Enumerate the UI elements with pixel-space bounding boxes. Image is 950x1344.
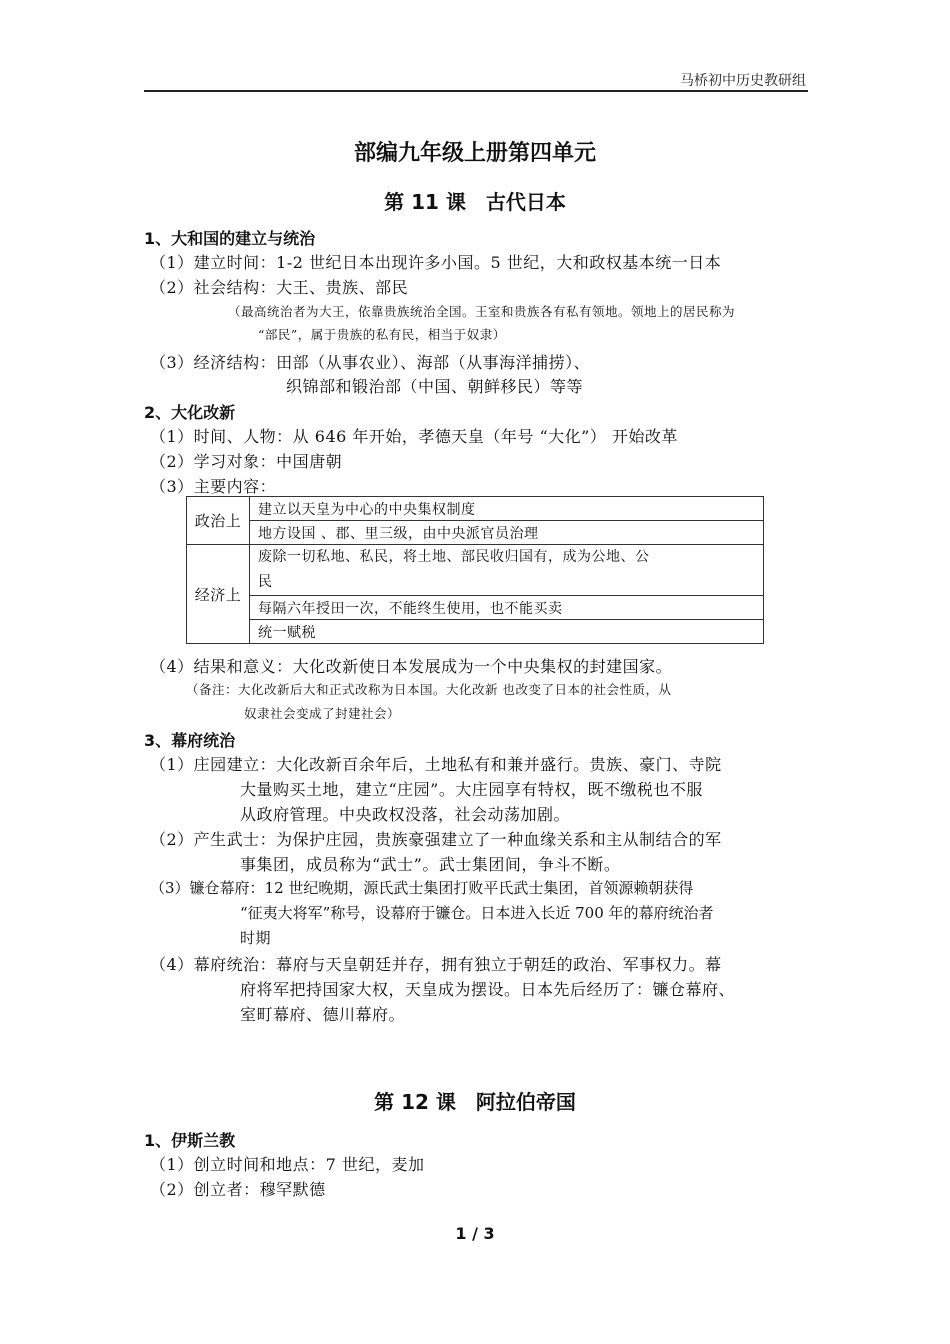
table-cell-line: 民 — [258, 574, 273, 590]
section-heading-islam: 1、伊斯兰教 — [144, 1131, 236, 1150]
table-cell: 建立以天皇为中心的中央集权制度 — [250, 497, 764, 521]
note-line: （备注：大化改新后大和正式改称为日本国。大化改新 也改变了日本的社会性质，从 — [186, 682, 672, 697]
reform-content-table — [186, 496, 764, 644]
paragraph-line: （1）庄园建立：大化改新百余年后，土地私有和兼并盛行。贵族、豪门、寺院 — [150, 755, 722, 774]
note-line: （最高统治者为大王，依靠贵族统治全国。王室和贵族各有私有领地。领地上的居民称为 — [228, 304, 736, 319]
section-heading-yamato: 1、大和国的建立与统治 — [144, 229, 316, 248]
table-cell: 统一赋税 — [250, 620, 764, 644]
paragraph-line: 织锦部和锻治部（中国、朝鲜移民）等等 — [286, 377, 584, 396]
paragraph-line: 府将军把持国家大权，天皇成为摆设。日本先后经历了：镰仓幕府、 — [240, 980, 736, 999]
page-number: 1 / 3 — [455, 1224, 495, 1243]
note-line: “部民”，属于贵族的私有民，相当于奴隶） — [258, 327, 506, 342]
paragraph-line: （4）结果和意义：大化改新使日本发展成为一个中央集权的封建国家。 — [150, 657, 673, 676]
paragraph-line: （2）创立者：穆罕默德 — [150, 1180, 326, 1199]
paragraph-line: （2）产生武士：为保护庄园，贵族豪强建立了一种血缘关系和主从制结合的军 — [150, 830, 722, 849]
header-org: 马桥初中历史教研组 — [680, 73, 806, 89]
table-cell-politics-label: 政治上 — [187, 497, 250, 545]
paragraph-line: （2）社会结构：大王、贵族、部民 — [150, 278, 409, 297]
section-heading-taika: 2、大化改新 — [144, 403, 236, 422]
paragraph-line: 事集团，成员称为“武士”。武士集团间，争斗不断。 — [240, 855, 621, 874]
paragraph-line: （4）幕府统治：幕府与天皇朝廷并存，拥有独立于朝廷的政治、军事权力。幕 — [150, 955, 722, 974]
paragraph-line: “征夷大将军”称号，设幕府于镰仓。日本进入长近 700 年的幕府统治者 — [240, 904, 714, 922]
table-cell: 地方设国 、郡、里三级，由中央派官员治理 — [250, 521, 764, 545]
paragraph-line: （3）镰仓幕府：12 世纪晚期，源氏武士集团打败平氏武士集团，首领源赖朝获得 — [150, 879, 694, 897]
paragraph-line: 时期 — [240, 929, 272, 947]
lesson-12-title: 第 12 课 阿拉伯帝国 — [374, 1090, 576, 1114]
note-line: 奴隶社会变成了封建社会） — [244, 706, 401, 721]
table-cell: 每隔六年授田一次，不能终生使用，也不能买卖 — [250, 596, 764, 620]
paragraph-line: （3）主要内容： — [150, 477, 277, 496]
table-cell — [250, 545, 764, 596]
paragraph-line: 室町幕府、德川幕府。 — [240, 1005, 406, 1024]
paragraph-line: （1）建立时间：1-2 世纪日本出现许多小国。5 世纪，大和政权基本统一日本 — [150, 253, 722, 272]
section-heading-shogunate: 3、幕府统治 — [144, 731, 236, 750]
paragraph-line: （3）经济结构：田部（从事农业）、海部（从事海洋捕捞）、 — [150, 353, 591, 372]
table-cell-economy-label: 经济上 — [187, 545, 250, 644]
header-rule — [144, 90, 808, 92]
paragraph-line: 从政府管理。中央政权没落，社会动荡加剧。 — [240, 805, 571, 824]
paragraph-line: （1）时间、人物：从 646 年开始，孝德天皇（年号 “大化”） 开始改革 — [150, 427, 678, 446]
paragraph-line: 大量购买土地，建立“庄园”。大庄园享有特权，既不缴税也不服 — [240, 780, 703, 799]
table-cell-line: 废除一切私地、私民，将土地、部民收归国有，成为公地、公 — [258, 549, 650, 565]
paragraph-line: （2）学习对象：中国唐朝 — [150, 452, 343, 471]
paragraph-line: （1）创立时间和地点：7 世纪，麦加 — [150, 1155, 425, 1174]
page-title: 部编九年级上册第四单元 — [353, 141, 596, 166]
lesson-11-title: 第 11 课 古代日本 — [384, 190, 566, 214]
